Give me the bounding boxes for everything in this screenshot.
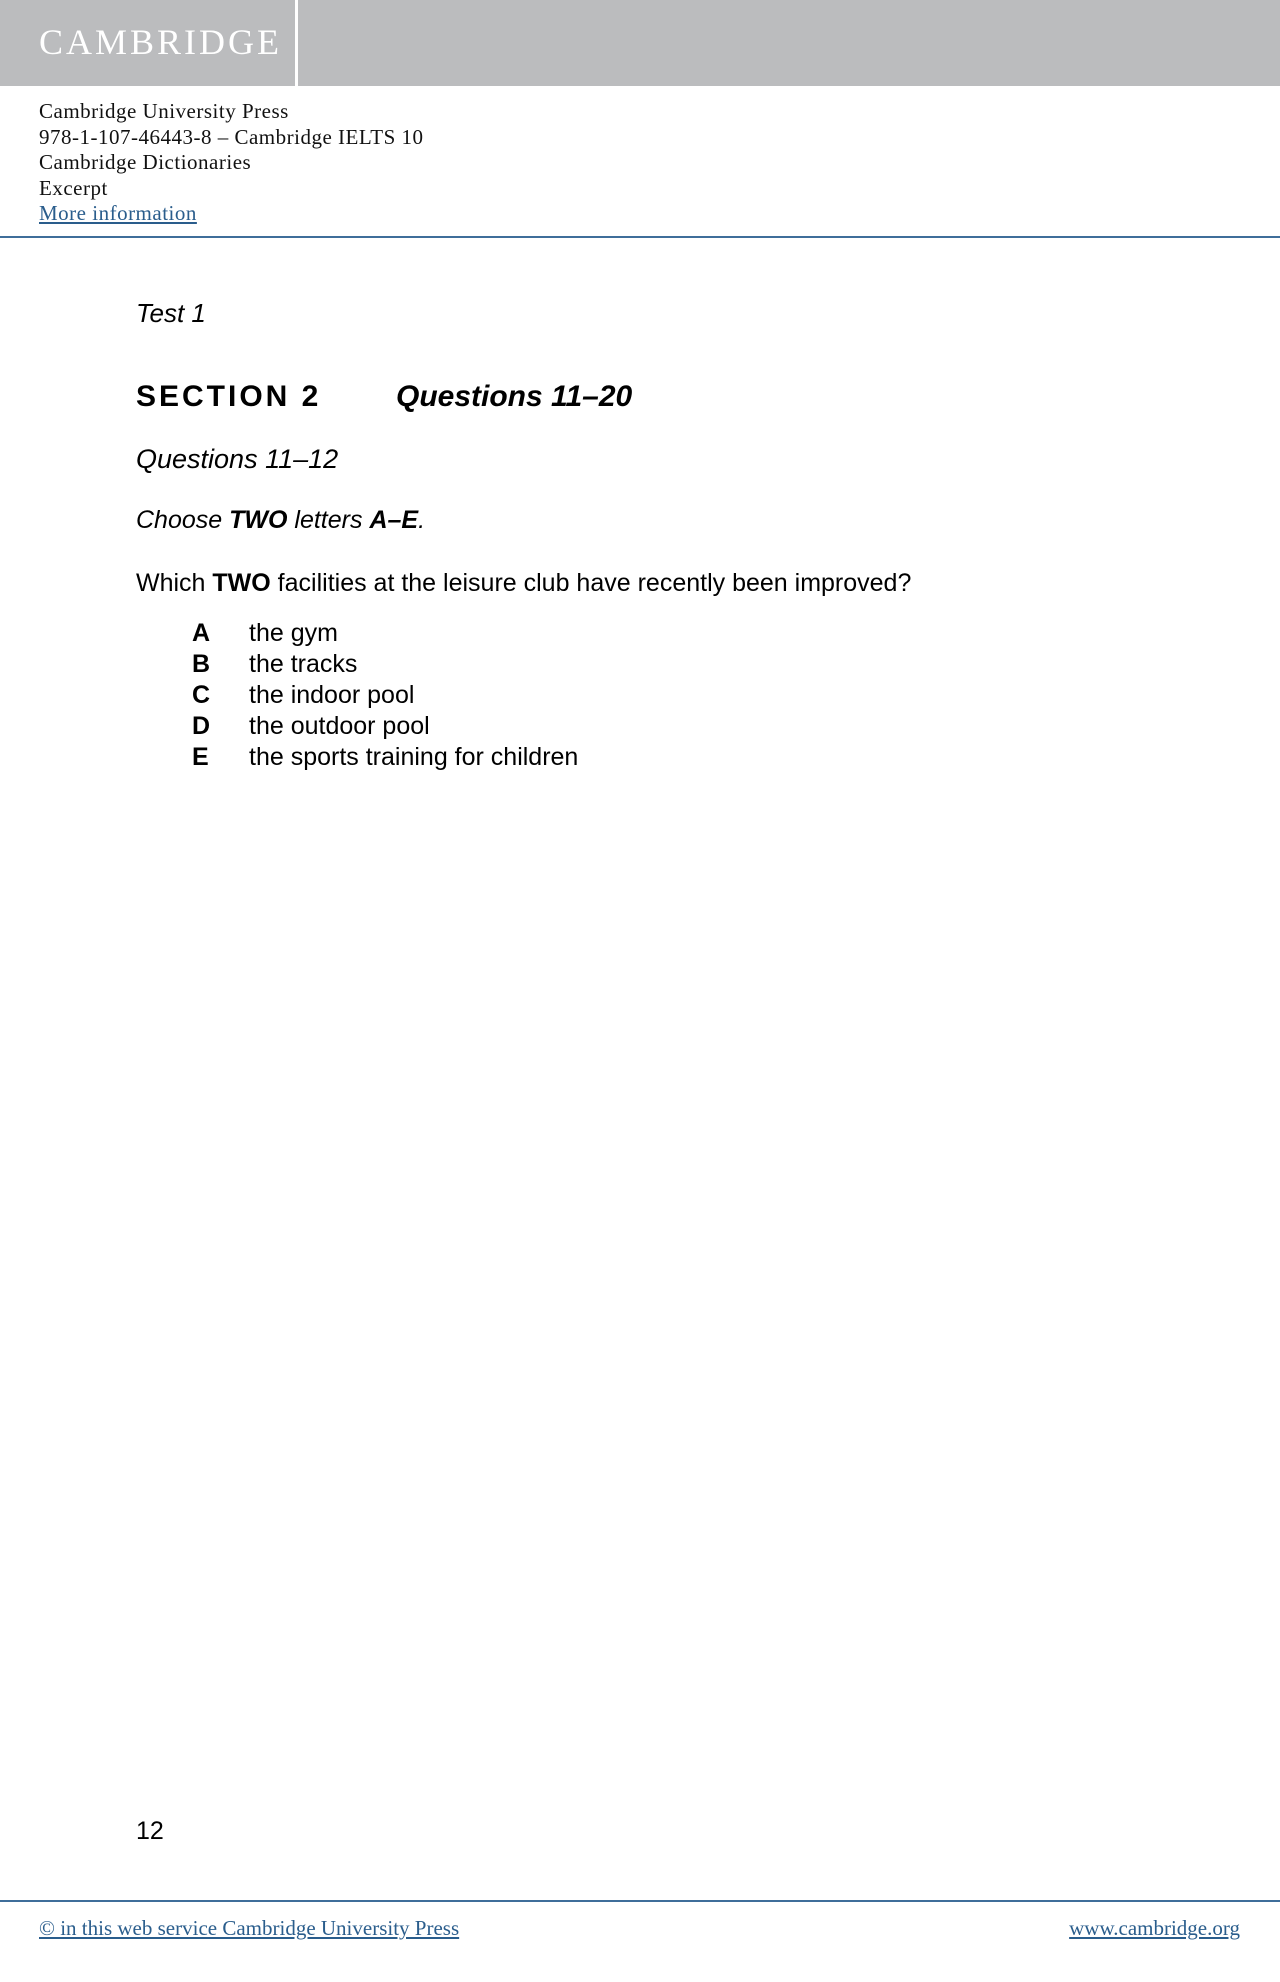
instruction-text: [136, 506, 425, 535]
footer-rule: [0, 1900, 1280, 1902]
option-text: the outdoor pool: [249, 712, 430, 740]
publisher-name: Cambridge University Press: [39, 99, 289, 123]
section-questions-range: Questions 11–20: [396, 380, 633, 413]
question-emphasis: TWO: [212, 569, 271, 597]
logo-divider: [295, 0, 298, 86]
page-number: 12: [136, 1817, 164, 1845]
option-letter: E: [192, 743, 209, 771]
instruction-emphasis: TWO: [229, 506, 288, 534]
instruction-suffix: .: [418, 506, 426, 534]
option-letter: C: [192, 681, 211, 709]
option-letter: D: [192, 712, 211, 740]
excerpt-label: Excerpt: [39, 175, 108, 200]
question-suffix: facilities at the leisure club have recently been improved?: [270, 569, 912, 597]
instruction-middle: letters: [287, 506, 370, 534]
header-rule: [0, 236, 1280, 238]
test-label: Test 1: [136, 298, 206, 328]
question-text: [136, 569, 911, 598]
cambridge-website-link[interactable]: www.cambridge.org: [1069, 1916, 1240, 1940]
option-letter: A: [192, 619, 211, 647]
option-letter: B: [192, 650, 211, 678]
option-text: the gym: [249, 619, 338, 647]
section-heading: SECTION 2: [136, 380, 322, 413]
copyright-link[interactable]: © in this web service Cambridge University Press: [39, 1916, 460, 1940]
option-text: the sports training for children: [249, 743, 579, 771]
question-group-range: Questions 11–12: [136, 444, 339, 474]
instruction-letter-range: A–E: [369, 506, 419, 534]
option-text: the tracks: [249, 650, 358, 678]
book-metadata: [39, 99, 424, 227]
instruction-prefix: Choose: [136, 506, 230, 534]
isbn-title: 978-1-107-46443-8 – Cambridge IELTS 10: [39, 124, 424, 149]
cambridge-logo: CAMBRIDGE: [39, 22, 283, 62]
question-prefix: Which: [136, 569, 213, 597]
header-banner: [0, 0, 1280, 86]
more-information-link[interactable]: More information: [39, 201, 197, 226]
author-name: Cambridge Dictionaries: [39, 150, 252, 175]
option-text: the indoor pool: [249, 681, 415, 709]
